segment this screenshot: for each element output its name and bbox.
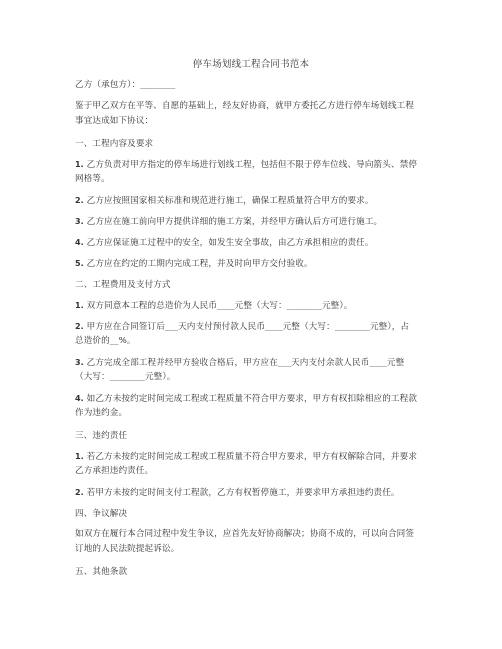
- section-1-item-3: [75, 214, 430, 230]
- item-number: 2.: [75, 196, 84, 205]
- item-text: 若乙方未按约定时间完成工程或工程质量不符合甲方要求，甲方有权解除合同，并要求: [83, 452, 418, 462]
- section-3-item-1-cont: 乙方承担违约责任。: [75, 466, 154, 476]
- item-number: 1.: [75, 452, 84, 461]
- section-2-item-4: [75, 391, 430, 407]
- section-2-item-3: [75, 355, 430, 371]
- section-3-item-2: [75, 485, 430, 501]
- item-number: 2.: [75, 322, 84, 331]
- item-text: 乙方应按照国家相关标准和规范进行施工，确保工程质量符合甲方的要求。: [83, 196, 374, 206]
- section-3-item-1: [75, 449, 430, 465]
- section-1-item-2: [75, 193, 430, 209]
- section-2-item-1: [75, 298, 430, 314]
- section-3-heading: 三、违约责任: [75, 431, 128, 441]
- section-2-item-4-cont: 作为违约金。: [75, 408, 128, 418]
- section-2-item-2: [75, 319, 430, 335]
- item-text: 甲方应在合同签订后___天内支付预付款人民币____元整（大写：________元整），占: [83, 322, 410, 332]
- item-number: 2.: [75, 488, 84, 497]
- item-text: 乙方应在施工前向甲方提供详细的施工方案，并经甲方确认后方可进行施工。: [83, 217, 383, 227]
- section-1-heading: 一、工程内容及要求: [75, 139, 154, 149]
- intro-line-1: 鉴于甲乙双方在平等、自愿的基础上，经友好协商，就甲方委托乙方进行停车场划线工程: [75, 101, 415, 111]
- section-1-item-5: [75, 256, 430, 272]
- item-text: 如乙方未按约定时间完成工程或工程质量不符合甲方要求，甲方有权扣除相应的工程款: [83, 394, 418, 404]
- item-number: 3.: [75, 217, 84, 226]
- document-title: 停车场划线工程合同书范本: [192, 59, 310, 70]
- item-number: 3.: [75, 358, 84, 367]
- item-number: 5.: [75, 259, 84, 268]
- item-text: 乙方应在约定的工期内完成工程，并及时向甲方交付验收。: [83, 259, 313, 269]
- section-5-heading: 五、其他条款: [75, 567, 128, 577]
- section-4-para-line-2: 订地的人民法院提起诉讼。: [75, 544, 180, 554]
- section-2-item-2-cont: 总造价的__%。: [75, 336, 136, 346]
- item-text: 乙方负责对甲方指定的停车场进行划线工程，包括但不限于停车位线、导向箭头、禁停: [83, 160, 418, 170]
- section-2-heading: 二、工程费用及支付方式: [75, 280, 171, 290]
- intro-line-2: 事宜达成如下协议：: [75, 116, 154, 126]
- item-number: 1.: [75, 160, 84, 169]
- item-text: 双方同意本工程的总造价为人民币____元整（大写：________元整）。: [83, 301, 353, 311]
- section-1-item-1: [75, 157, 430, 173]
- item-number: 1.: [75, 301, 84, 310]
- party-b-line: 乙方（承包方）：________: [75, 80, 176, 90]
- section-1-item-1-cont: 网格等。: [75, 174, 110, 184]
- item-text: 乙方应保证施工过程中的安全，如发生安全事故，由乙方承担相应的责任。: [83, 238, 374, 248]
- item-number: 4.: [75, 394, 84, 403]
- item-text: 乙方完成全部工程并经甲方验收合格后，甲方应在___天内支付余款人民币____元整: [83, 358, 405, 368]
- section-4-heading: 四、争议解决: [75, 509, 128, 519]
- section-1-item-4: [75, 235, 430, 251]
- section-2-item-3-cont: （大写：________元整）。: [75, 372, 176, 382]
- item-number: 4.: [75, 238, 84, 247]
- item-text: 若甲方未按约定时间支付工程款，乙方有权暂停施工，并要求甲方承担违约责任。: [83, 488, 400, 498]
- section-4-para-line-1: 如双方在履行本合同过程中发生争议，应首先友好协商解决；协商不成的，可以向合同签: [75, 529, 415, 539]
